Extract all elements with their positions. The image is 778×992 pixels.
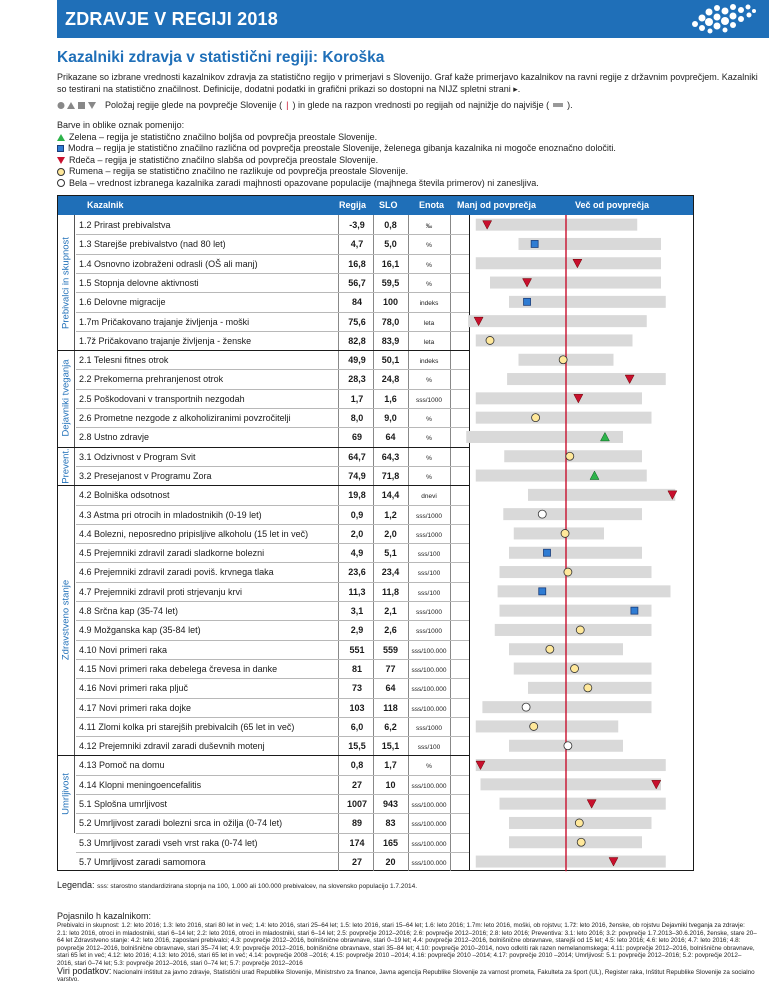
row-divider: [76, 331, 469, 332]
position-note: [57, 100, 573, 110]
region-value: 27: [351, 779, 362, 790]
header-slo: SLO: [379, 200, 398, 210]
region-value: 56,7: [348, 277, 366, 288]
row-divider: [76, 640, 469, 641]
region-value: 11,3: [348, 586, 366, 597]
unit-value: sss/1000: [415, 396, 443, 404]
unit-value: %: [426, 242, 432, 250]
indicator-name: 4.11 Zlomi kolka pri starejših prebivalcih (65 let in več): [79, 721, 295, 732]
intro-text: Prikazane so izbrane vrednosti kazalnikov zdravja za statistično regijo v primerjavi s Slovenijo. Graf kaže primerjavo kazalnikov na ravni regije z državnim povprečjem. Kazalniki so testirani na statistično značilnost. Definicije, dodatni podatki in grafični prikazi so dostopni na NIJZ spletni strani ▸.: [57, 72, 758, 94]
slo-value: 15,1: [381, 741, 400, 752]
region-value: 27: [351, 856, 362, 867]
row-divider: [76, 813, 469, 814]
slo-value: 83,9: [381, 335, 400, 346]
legend: [57, 120, 616, 189]
slovenia-map-icon: [687, 2, 759, 36]
indicator-name: 3.1 Odzivnost v Program Svit: [79, 451, 196, 462]
indicator-name: 4.17 Novi primeri raka dojke: [79, 702, 192, 713]
position-note-before: Položaj regije glede na povprečje Slovenije (: [105, 100, 283, 110]
legend-item: Bela – vrednost izbranega kazalnika zaradi majhnosti opazovane populacije (majhnega števila primerov) ni zanesljiva.: [57, 178, 616, 190]
region-value: -3,9: [349, 220, 365, 230]
slo-value: 100: [382, 297, 399, 308]
slo-value: 1,6: [384, 393, 397, 404]
group-label: [57, 215, 75, 350]
region-value: 8,0: [350, 413, 364, 423]
green-triangle-icon: [57, 134, 65, 141]
indicator-name: 1.2 Prirast prebivalstva: [79, 220, 171, 230]
indicator-name: 5.2 Umrljivost zaradi bolezni srca in ožilja (0-74 let): [79, 818, 283, 829]
slo-value: 77: [385, 663, 396, 674]
row-divider: [76, 620, 469, 621]
region-value: 2,9: [350, 625, 364, 636]
group-label: [57, 350, 75, 447]
unit-value: sss/1000: [415, 512, 443, 520]
group-label-text: Zdravstveno stanje: [60, 580, 71, 661]
group-label-text: Prebivalci in skupnost: [60, 236, 71, 329]
region-value: 74,9: [348, 470, 366, 481]
region-value: 64,7: [348, 451, 366, 462]
slo-value: 10: [385, 779, 396, 790]
row-divider: [76, 794, 469, 795]
position-note-after: ) in glede na razpon vrednosti po regijah od najnižje do najvišje (: [292, 100, 550, 110]
region-value: 69: [351, 432, 362, 443]
indicator-name: 1.5 Stopnja delovne aktivnosti: [79, 277, 199, 288]
group-divider: [57, 447, 469, 448]
slo-value: 83: [385, 818, 396, 829]
sources-text: Nacionalni inštitut za javno zdravje, Statistični urad Republike Slovenije, Ministrstvo za finance, Javna agencija Republike Slovenije za varnost prometa, Fakulteta za šport (UL), Register raka, Inštitut Republike Slovenije za socialno varstvo.: [57, 968, 755, 984]
notes-title: Pojasnilo h kazalnikom:: [57, 911, 152, 921]
slo-value: 165: [382, 837, 399, 848]
region-value: 103: [349, 702, 365, 713]
row-divider: [76, 736, 469, 737]
row-divider: [76, 601, 469, 602]
range-bar-icon: [553, 103, 563, 107]
group-label-text: Dejavniki tveganja: [60, 359, 71, 437]
unit-value: sss/1000: [415, 609, 443, 616]
unit-value: %: [426, 473, 432, 481]
red-triangle-icon: [57, 157, 65, 164]
row-divider: [76, 852, 469, 853]
region-value: 174: [349, 837, 365, 848]
position-note-end: ).: [567, 100, 573, 110]
header-more: Več od povprečja: [575, 200, 650, 210]
header-unit: Enota: [419, 200, 445, 210]
unit-value: sss/100: [417, 570, 441, 578]
position-note-mark: |: [286, 100, 289, 110]
group-divider: [57, 485, 469, 486]
indicator-name: 4.10 Novi primeri raka: [79, 644, 168, 655]
unit-value: %: [426, 416, 432, 423]
row-divider: [76, 833, 469, 834]
indicator-name: 2.6 Prometne nezgode z alkoholiziranimi povzročitelji: [79, 413, 291, 423]
indicator-name: 4.5 Prejemniki zdravil zaradi sladkorne bolezni: [79, 548, 265, 559]
notes-body: Prebivalci in skupnost: 1.2: leto 2016; 1.3: leto 2016, stari 80 let in več; 1.4: leto 2016, stari 25–64 let; 1.5: leto 2016, stari 15–64 let; 1.6: leto 2016; 1.7m: leto 2016, moški, ob rojstvu; 1.7ž: leto 2016, ženske, ob rojstvu Dejavniki tveganja za zdravje: 2.1: leto 2016, otroci in mladostniki, stari 6–14 let; 2.2: leto 2016, otroci in mladostniki, stari 6–14 let; 2.5: povprečje 2012–2016; 2.6: povprečje 2012–2016; 2.8: leto 2016; Preventiva: 3.1: leto 2016; 3.2: povprečje 1.7.2013–30.6.2016, ženske, stare 20–64 let Zdravstveno stanje: 4.2: leto 2016, zaposlani prebivalci; 4.3: povprečje 2012–2016, bolnišnične obravnave, stari 0–19 let; 4.4: povprečje 2012–2016, bolnišnične obravnave, starejši od 15 let; 4.5: leto 2016; 4.6: leto 2016; 4.7: leto 2016; 4.8: povprečje 2012–2016, bolnišnične obravnave, stari 35–74 let; 4.9: povprečje 2012–2016, bolnišnične obravnave, stari 35–84 let; 4.10: povprečje 2010–2014, novo odkriti rak razen nemelanomskega; 4.11: povprečje 2012–2016, bolnišnične obravnave, stari 65 let in več; 4.12: leto 2016; 4.13: leto 2016, stari 65 let in več; 4.14: povprečje 2008 –2016; 4.15: povprečje 2010 –2014; 4.16: povprečje 2010 –2014; 4.17: povprečje 2010 –2014; Umrljivost: 5.1: povprečje 2012–2016; 5.2: povprečje 2012–2016, stari 0–74 let; 5.3: povprečje 2012–2016, stari 0–74 let; 5.7: povprečje 2012–2016: [57, 922, 757, 967]
row-divider: [76, 659, 469, 660]
unit-value: sss/100.000: [411, 821, 447, 829]
unit-value: sss/100: [417, 551, 441, 559]
unit-value: leta: [423, 338, 435, 346]
indicator-name: 1.4 Osnovno izobraženi odrasli (OŠ ali manj): [79, 258, 258, 269]
group-label-text: Umrljivost: [60, 773, 71, 815]
slo-value: 64: [385, 432, 396, 443]
legenda-label: Legenda:: [57, 880, 95, 890]
indicator-name: 5.7 Umrljivost zaradi samomora: [79, 856, 206, 867]
indicator-name: 4.4 Bolezni, neposredno pripisljive alkoholu (15 let in več): [79, 528, 309, 539]
legend-item: Modra – regija je statistično značilno različna od povprečja preostale Slovenije, želenega gibanja kazalnika ni mogoče enoznačno določiti.: [57, 143, 616, 155]
row-divider: [76, 254, 469, 255]
slo-value: 2,6: [384, 625, 397, 636]
indicator-name: 4.12 Prejemniki zdravil zaradi duševnih motenj: [79, 741, 265, 752]
page-title: Kazalniki zdravja v statistični regiji: Koroška: [57, 49, 385, 66]
header-indicator: Kazalnik: [87, 200, 124, 210]
slo-value: 5,1: [384, 548, 397, 559]
yellow-circle-icon: [57, 168, 65, 176]
region-value: 1,7: [350, 393, 364, 404]
indicator-name: 4.13 Pomoč na domu: [79, 760, 165, 771]
legenda-text: sss: starostno standardizirana stopnja na 100, 1.000 ali 100.000 prebivalcev, na slovensko populacijo 1.7.2014.: [97, 883, 418, 890]
unit-value: sss/100: [417, 744, 441, 752]
indicator-name: 4.8 Srčna kap (35-74 let): [79, 606, 179, 616]
region-value: 73: [351, 683, 362, 694]
blue-square-icon: [57, 145, 64, 152]
unit-value: sss/1000: [415, 531, 443, 539]
unit-value: sss/100.000: [411, 705, 447, 713]
slo-value: 78,0: [381, 316, 400, 327]
slo-value: 6,2: [384, 721, 397, 732]
unit-value: sss/1000: [415, 628, 443, 636]
slo-value: 559: [382, 644, 399, 655]
sources: [57, 965, 757, 984]
slo-value: 50,1: [381, 355, 400, 366]
unit-value: %: [426, 377, 432, 385]
indicator-name: 5.3 Umrljivost zaradi vseh vrst raka (0-74 let): [79, 837, 258, 848]
legend-item: Rdeča – regija je statistično značilno slabša od povprečja preostale Slovenije.: [57, 155, 616, 167]
unit-value: leta: [423, 319, 435, 327]
region-value: 49,9: [348, 355, 366, 366]
slo-value: 2,0: [384, 528, 397, 539]
unit-value: sss/100.000: [411, 647, 447, 655]
white-circle-icon: [57, 179, 65, 187]
region-value: 16,8: [348, 258, 366, 269]
region-value: 551: [349, 644, 365, 655]
row-divider: [76, 427, 469, 428]
row-divider: [76, 292, 469, 293]
region-value: 84: [351, 297, 362, 308]
region-value: 1007: [346, 799, 368, 809]
row-divider: [76, 369, 469, 370]
unit-value: sss/100.000: [411, 686, 447, 694]
indicator-name: 4.3 Astma pri otrocih in mladostnikih (0-19 let): [79, 509, 262, 520]
indicator-name: 4.7 Prejemniki zdravil proti strjevanju krvi: [79, 586, 243, 597]
slo-value: 2,1: [384, 606, 397, 616]
row-divider: [76, 717, 469, 718]
unit-value: %: [426, 280, 432, 288]
indicator-name: 4.2 Bolniška odsotnost: [79, 490, 170, 501]
unit-value: sss/100.000: [411, 782, 447, 790]
group-label: [57, 447, 75, 486]
indicator-name: 4.6 Prejemniki zdravil zaradi poviš. krvnega tlaka: [79, 567, 274, 578]
row-divider: [76, 698, 469, 699]
unit-value: %: [426, 261, 432, 269]
indicator-name: 3.2 Presejanost v Programu Zora: [79, 470, 212, 481]
region-value: 81: [351, 663, 362, 674]
row-divider: [76, 273, 469, 274]
slo-value: 24,8: [381, 374, 400, 385]
group-label-text: Prevent.: [60, 448, 71, 484]
header-region: Regija: [339, 200, 367, 210]
slo-value: 118: [383, 702, 398, 713]
row-divider: [76, 775, 469, 776]
unit-value: %: [426, 454, 432, 462]
indicator-name: 1.7ž Pričakovano trajanje življenja - ženske: [79, 335, 252, 346]
row-divider: [76, 543, 469, 544]
unit-value: sss/1000: [415, 724, 443, 732]
unit-value: sss/100.000: [411, 666, 447, 674]
region-value: 89: [351, 818, 362, 829]
slo-value: 16,1: [381, 258, 400, 269]
unit-value: indeks: [419, 300, 439, 308]
slo-value: 1,2: [384, 509, 397, 520]
row-divider: [76, 505, 469, 506]
indicator-name: 2.8 Ustno zdravje: [79, 432, 150, 443]
indicator-name: 1.6 Delovne migracije: [79, 297, 166, 308]
indicator-name: 1.3 Starejše prebivalstvo (nad 80 let): [79, 239, 226, 250]
indicator-name: 4.9 Možganska kap (35-84 let): [79, 625, 201, 636]
row-divider: [76, 466, 469, 467]
marker-symbols-icon: [57, 101, 101, 110]
slo-value: 11,8: [381, 586, 400, 597]
banner: [57, 0, 769, 38]
unit-value: sss/100.000: [411, 840, 447, 848]
unit-value: indeks: [419, 358, 439, 366]
indicator-name: 2.2 Prekomerna prehranjenost otrok: [79, 374, 224, 385]
slo-value: 20: [385, 856, 396, 867]
row-divider: [76, 408, 469, 409]
slo-value: 9,0: [384, 413, 397, 423]
slo-value: 5,0: [384, 239, 397, 250]
slo-value: 23,4: [381, 567, 400, 578]
indicator-name: 4.15 Novi primeri raka debelega črevesa in danke: [79, 663, 278, 674]
unit-value: sss/100.000: [411, 859, 447, 867]
group-divider: [57, 350, 469, 351]
row-divider: [76, 389, 469, 390]
indicator-name: 4.16 Novi primeri raka pljuč: [79, 683, 189, 694]
region-value: 23,6: [348, 567, 366, 578]
slo-value: 14,4: [381, 490, 400, 501]
unit-value: dnevi: [421, 493, 437, 501]
unit-value: %: [426, 435, 432, 443]
notes: [57, 911, 757, 984]
indicator-name: 2.5 Poškodovani v transportnih nezgodah: [79, 393, 245, 404]
indicator-name: 2.1 Telesni fitnes otrok: [79, 355, 169, 366]
region-value: 15,5: [348, 741, 366, 752]
region-value: 0,8: [350, 760, 364, 771]
row-divider: [76, 234, 469, 235]
legend-item: Zelena – regija je statistično značilno boljša od povprečja preostale Slovenije.: [57, 132, 616, 144]
unit-value: sss/100.000: [411, 802, 447, 809]
region-value: 4,7: [350, 239, 364, 250]
slo-value: 943: [382, 799, 399, 809]
region-value: 19,8: [348, 490, 366, 501]
region-value: 6,0: [350, 721, 364, 732]
group-divider: [57, 755, 469, 756]
group-label: [57, 485, 75, 755]
row-divider: [76, 678, 469, 679]
slo-value: 71,8: [381, 470, 400, 481]
slo-value: 59,5: [381, 277, 400, 288]
slo-value: 0,8: [384, 220, 397, 230]
column-divider: [469, 215, 470, 871]
slo-value: 64: [385, 683, 396, 694]
header-less: Manj od povprečja: [457, 200, 537, 210]
region-value: 4,9: [350, 548, 364, 559]
region-value: 75,6: [348, 316, 366, 327]
unit-value: ‰: [425, 223, 433, 230]
row-divider: [76, 582, 469, 583]
unit-value: %: [426, 763, 432, 771]
slo-value: 64,3: [381, 451, 400, 462]
region-value: 0,9: [350, 509, 364, 520]
indicator-name: 5.1 Splošna umrljivost: [79, 799, 168, 809]
region-value: 3,1: [350, 606, 364, 616]
group-label: [57, 755, 75, 832]
region-value: 28,3: [348, 374, 366, 385]
sources-lead: Viri podatkov:: [57, 965, 112, 976]
legenda: [57, 880, 417, 890]
row-divider: [76, 524, 469, 525]
slo-value: 1,7: [384, 760, 397, 771]
region-value: 82,8: [348, 335, 366, 346]
unit-value: sss/100: [417, 589, 441, 597]
region-value: 2,0: [350, 528, 364, 539]
row-divider: [76, 312, 469, 313]
indicator-name: 1.7m Pričakovano trajanje življenja - moški: [79, 316, 250, 327]
indicator-name: 4.14 Klopni meningoencefalitis: [79, 779, 202, 790]
row-divider: [76, 562, 469, 563]
legend-item: Rumena – regija se statistično značilno ne razlikuje od povprečja preostale Slovenije.: [57, 166, 616, 178]
banner-title: ZDRAVJE V REGIJI 2018: [65, 9, 278, 29]
legend-title: Barve in oblike oznak pomenijo:: [57, 120, 185, 130]
